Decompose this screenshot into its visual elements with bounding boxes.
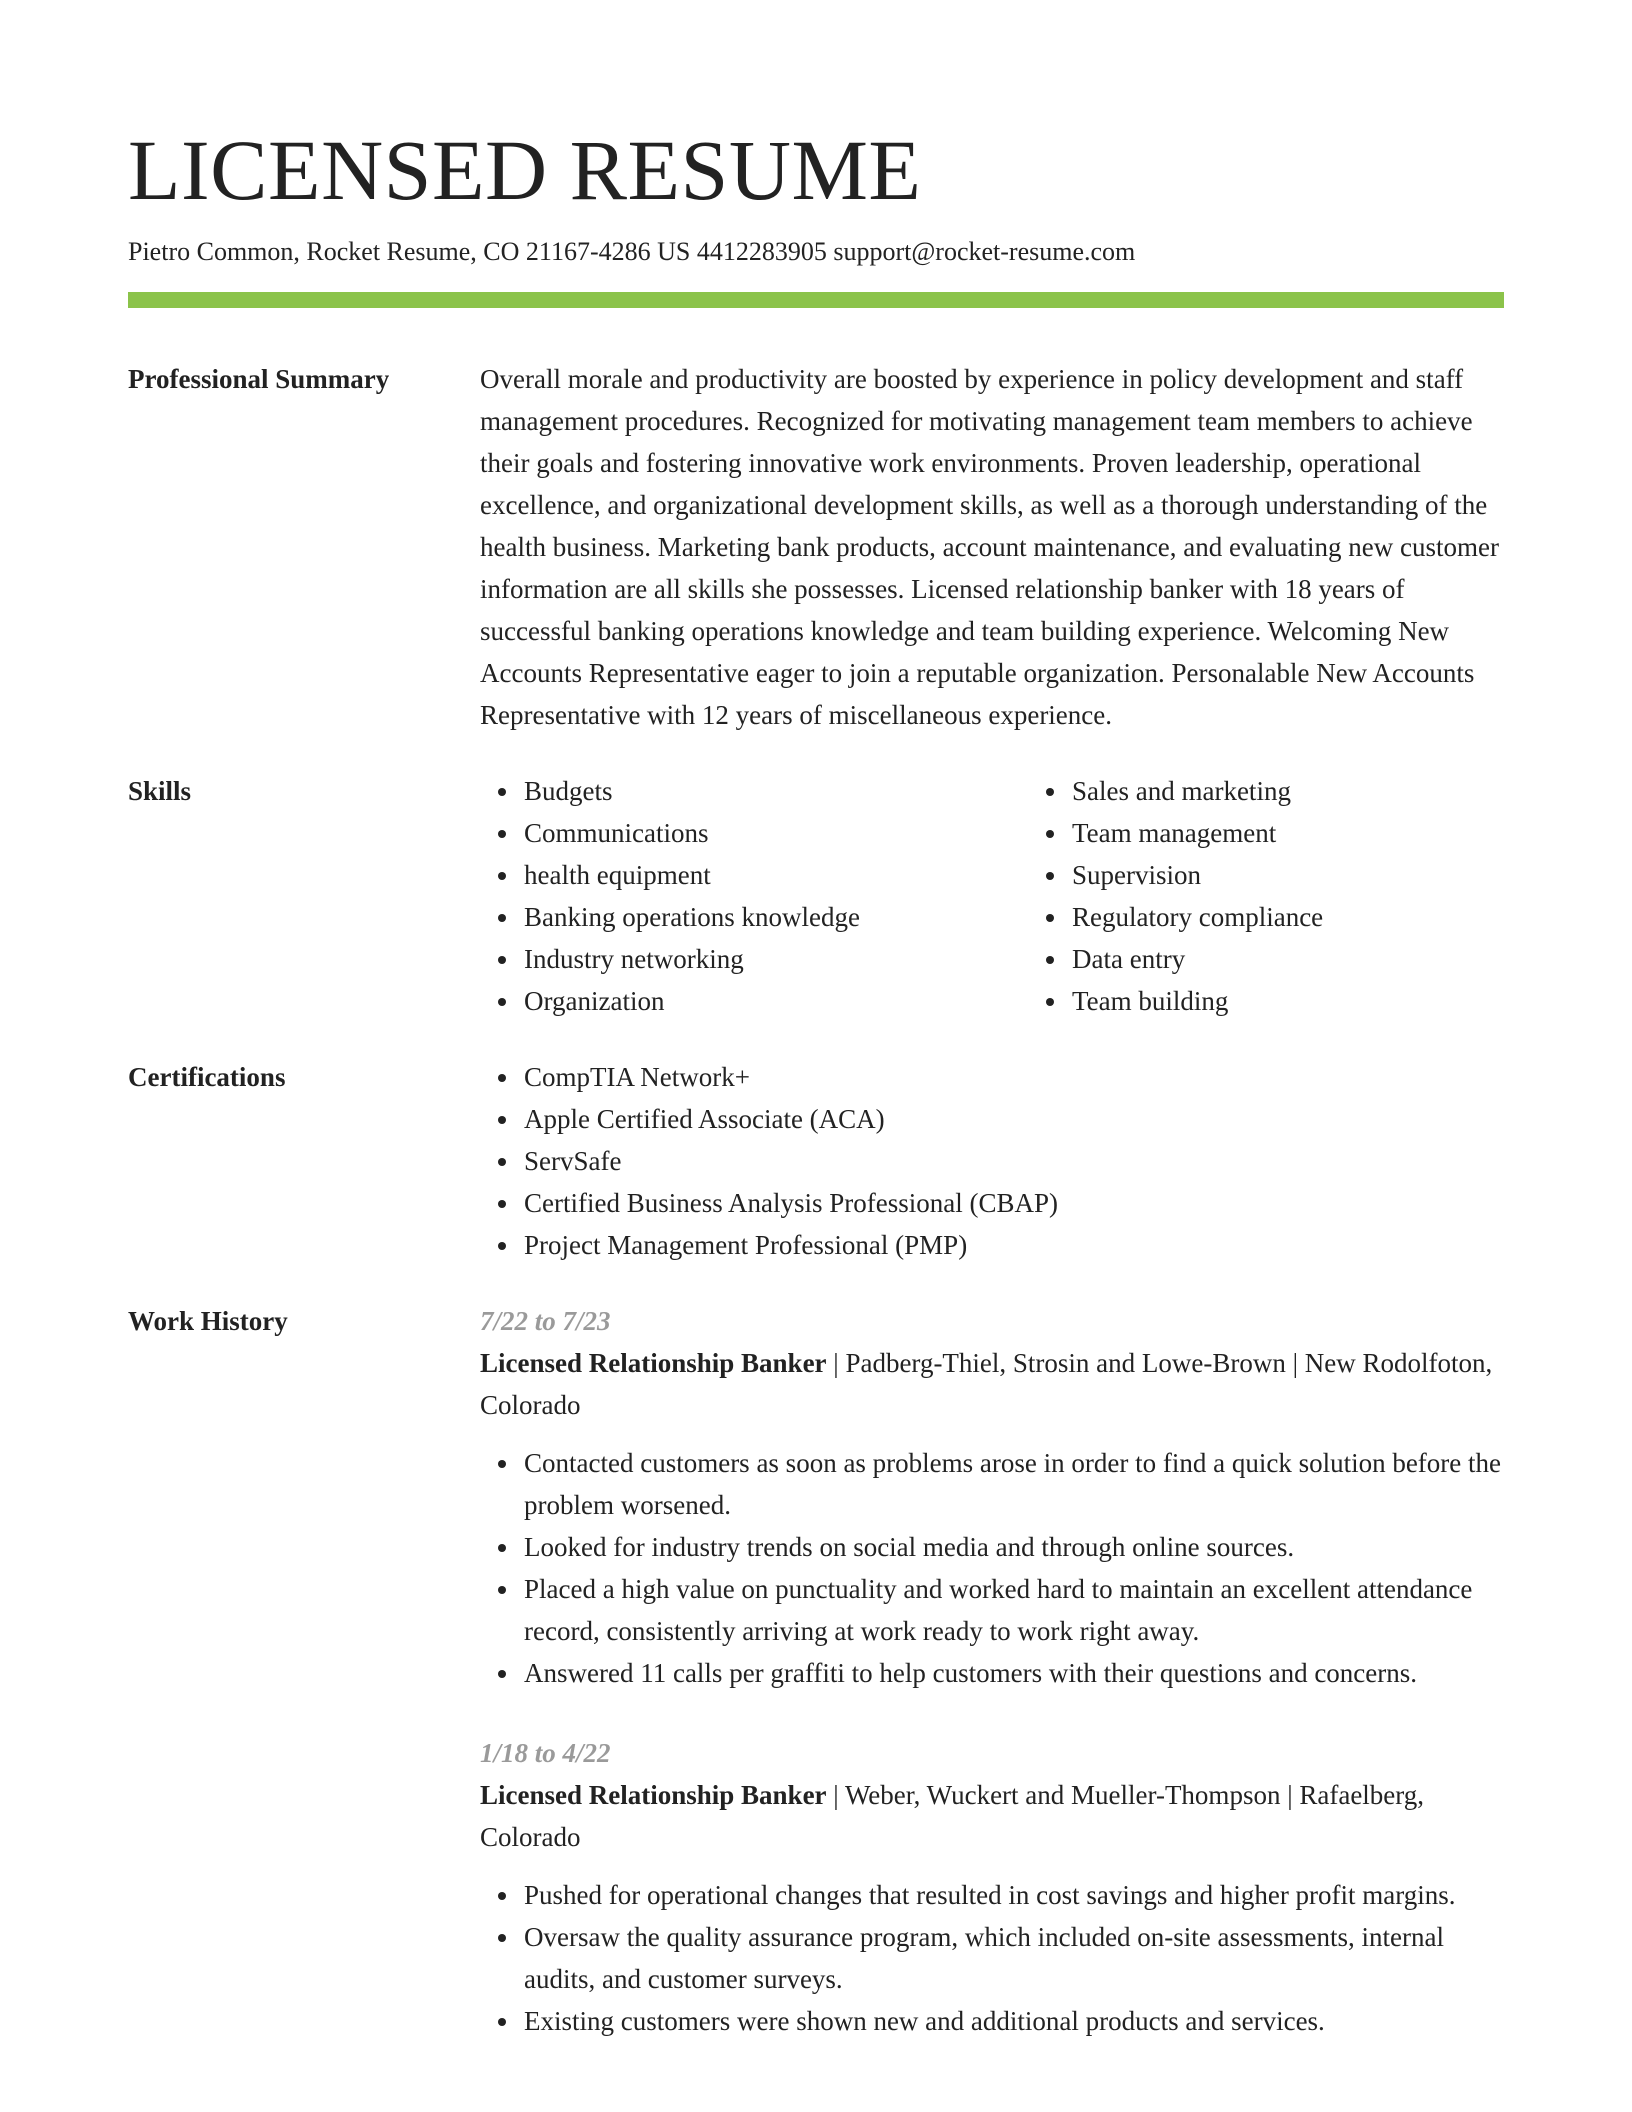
list-item: Organization — [524, 980, 1028, 1022]
list-item: Regulatory compliance — [1072, 896, 1576, 938]
list-item: Certified Business Analysis Professional (CBAP) — [524, 1182, 1504, 1224]
list-item: Placed a high value on punctuality and worked hard to maintain an excellent attendance record, consistently arriving at work ready to work right away. — [524, 1568, 1504, 1652]
job-title: Licensed Relationship Banker — [480, 1780, 827, 1810]
list-item: Contacted customers as soon as problems arose in order to find a quick solution before the problem worsened. — [524, 1442, 1504, 1526]
job-heading — [480, 1774, 1504, 1858]
resume-title: LICENSED RESUME — [128, 122, 922, 218]
list-item: health equipment — [524, 854, 1028, 896]
list-item: ServSafe — [524, 1140, 1504, 1182]
list-item: Answered 11 calls per graffiti to help customers with their questions and concerns. — [524, 1652, 1504, 1694]
list-item: Industry networking — [524, 938, 1028, 980]
job-bullets — [480, 1874, 1504, 2042]
list-item: Apple Certified Associate (ACA) — [524, 1098, 1504, 1140]
job-details: | Weber, Wuckert and Mueller-Thompson | Rafaelberg, Colorado — [480, 1780, 1425, 1852]
section-heading: Skills — [128, 776, 192, 806]
list-item: Data entry — [1072, 938, 1576, 980]
list-item: CompTIA Network+ — [524, 1056, 1504, 1098]
job-title: Licensed Relationship Banker — [480, 1348, 827, 1378]
job-entry — [480, 1732, 1504, 2042]
resume-page — [128, 0, 1504, 2080]
list-item: Oversaw the quality assurance program, which included on-site assessments, internal audits, and customer surveys. — [524, 1916, 1504, 2000]
summary-section — [128, 358, 1504, 736]
contact-line: Pietro Common, Rocket Resume, CO 21167-4286 US 4412283905 support@rocket-resume.com — [128, 237, 1136, 266]
list-item: Pushed for operational changes that resulted in cost savings and higher profit margins. — [524, 1874, 1504, 1916]
certifications-list — [480, 1056, 1504, 1266]
list-item: Team building — [1072, 980, 1576, 1022]
job-dates: 1/18 to 4/22 — [480, 1738, 611, 1768]
list-item: Looked for industry trends on social media and through online sources. — [524, 1526, 1504, 1568]
job-heading — [480, 1342, 1504, 1426]
skills-list-left — [480, 770, 1028, 1022]
accent-divider — [128, 292, 1504, 308]
job-entry — [480, 1300, 1504, 1694]
list-item: Team management — [1072, 812, 1576, 854]
list-item: Project Management Professional (PMP) — [524, 1224, 1504, 1266]
job-details: | Padberg-Thiel, Strosin and Lowe-Brown | New Rodolfoton, Colorado — [480, 1348, 1493, 1420]
list-item: Banking operations knowledge — [524, 896, 1028, 938]
list-item: Existing customers were shown new and additional products and services. — [524, 2000, 1504, 2042]
job-bullets — [480, 1442, 1504, 1694]
section-heading: Work History — [128, 1306, 288, 1336]
skills-section — [128, 770, 1504, 1022]
work-history-section — [128, 1300, 1504, 2080]
list-item: Supervision — [1072, 854, 1576, 896]
list-item: Budgets — [524, 770, 1028, 812]
skills-list-right — [1028, 770, 1576, 1022]
summary-text: Overall morale and productivity are boosted by experience in policy development and staff management procedures. Recognized for motivating management team members to achieve their goals and fostering innovative work environments. Proven leadership, operational excellence, and organizational development skills, as well as a thorough understanding of the health business. Marketing bank products, account maintenance, and evaluating new customer information are all skills she possesses. Licensed relationship banker with 18 years of successful banking operations knowledge and team building experience. Welcoming New Accounts Representative eager to join a reputable organization. Personalable New Accounts Representative with 12 years of miscellaneous experience. — [480, 364, 1499, 730]
section-heading: Professional Summary — [128, 364, 390, 394]
certifications-section — [128, 1056, 1504, 1266]
list-item: Sales and marketing — [1072, 770, 1576, 812]
job-dates: 7/22 to 7/23 — [480, 1306, 611, 1336]
section-heading: Certifications — [128, 1062, 286, 1092]
list-item: Communications — [524, 812, 1028, 854]
